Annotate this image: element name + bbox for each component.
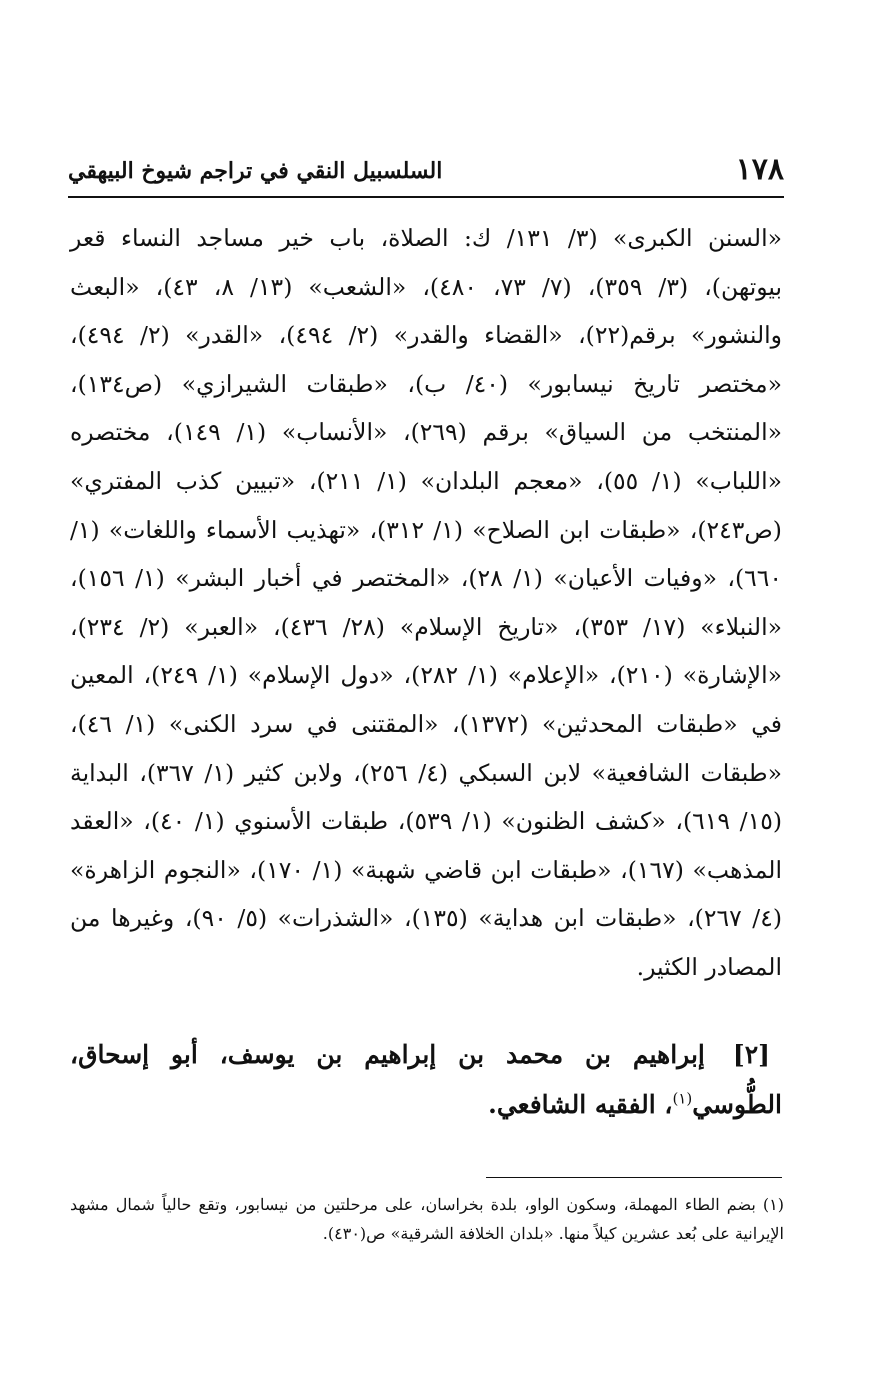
entry-heading	[70, 1030, 782, 1130]
page-header	[68, 150, 784, 198]
footnote	[70, 1190, 784, 1248]
footnote-text: (١) بضم الطاء المهملة، وسكون الواو، بلدة بخراسان، على مرحلتين من نيسابور، وتقع حالياً شمال مشهد الإيرانية على بُعد عشرين كيلاً منها. «بلدان الخلافة الشرقية» ص(٤٣٠).	[70, 1195, 784, 1243]
sources-text: «السنن الكبرى» (٣/ ١٣١/ ك: الصلاة، باب خير مساجد النساء قعر بيوتهن)، (٣/ ٣٥٩)، (٧/ ٧٣، ٤٨٠)، «الشعب» (١٣/ ٨، ٤٣)، «البعث والنشور» برقم(٢٢)، «القضاء والقدر» (٢/ ٤٩٤)، «القدر» (٢/ ٤٩٤)، «مختصر تاريخ نيسابور» (٤٠/ ب)، «طبقات الشيرازي» (ص١٣٤)، «المنتخب من السياق» برقم (٢٦٩)، «الأنساب» (١/ ١٤٩)، مختصره «اللباب» (١/ ٥٥)، «معجم البلدان» (١/ ٢١١)، «تبيين كذب المفتري» (ص٢٤٣)، «طبقات ابن الصلاح» (١/ ٣١٢)، «تهذيب الأسماء واللغات» (١/ ٦٦٠)، «وفيات الأعيان» (١/ ٢٨)، «المختصر في أخبار البشر» (١/ ١٥٦)، «النبلاء» (١٧/ ٣٥٣)، «تاريخ الإسلام» (٢٨/ ٤٣٦)، «العبر» (٢/ ٢٣٤)، «الإشارة» (٢١٠)، «الإعلام» (١/ ٢٨٢)، «دول الإسلام» (١/ ٢٤٩)، المعين في «طبقات المحدثين» (١٣٧٢)، «المقتنى في سرد الكنى» (١/ ٤٦)، «طبقات الشافعية» لابن السبكي (٤/ ٢٥٦)، ولابن كثير (١/ ٣٦٧)، البداية (١٥/ ٦١٩)، «كشف الظنون» (١/ ٥٣٩)، طبقات الأسنوي (١/ ٤٠)، «العقد المذهب» (١٦٧)، «طبقات ابن قاضي شهبة» (١/ ١٧٠)، «النجوم الزاهرة» (٤/ ٢٦٧)، «طبقات ابن هداية» (١٣٥)، «الشذرات» (٥/ ٩٠)، وغيرها من المصادر الكثير.	[70, 224, 783, 981]
entry-name: إبراهيم بن محمد بن إبراهيم بن يوسف، أبو إسحاق، الطُّوسي	[70, 1040, 782, 1119]
sources-paragraph	[70, 214, 782, 992]
running-title: السلسبيل النقي في تراجم شيوخ البيهقي	[68, 158, 443, 184]
page-number: ١٧٨	[735, 152, 784, 187]
footnote-separator	[486, 1177, 782, 1178]
entry-description: ، الفقيه الشافعي.	[488, 1090, 673, 1119]
header-rule	[68, 196, 784, 198]
entry-number: [٢]	[732, 1040, 770, 1069]
footnote-reference: (١)	[672, 1089, 693, 1108]
